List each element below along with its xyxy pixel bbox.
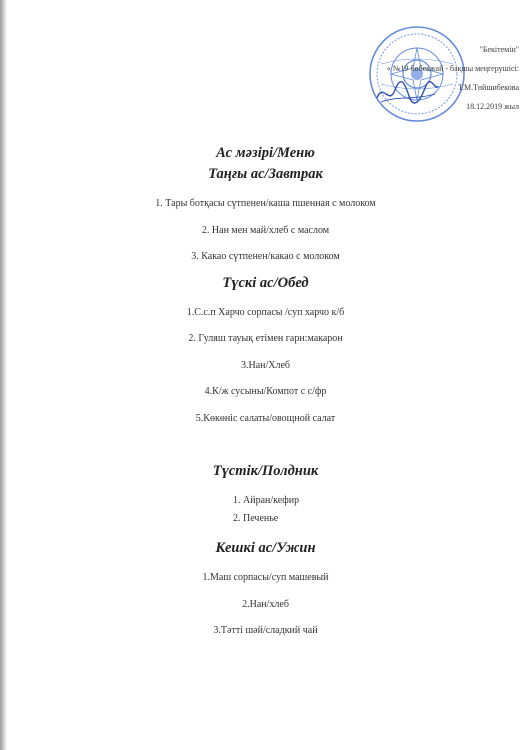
lunch-item: 4.К/ж сусыны/Компот с с/фр [204, 386, 327, 397]
approval-position: « №19 бөбекжай - бақшы меңгерушісі: [386, 64, 519, 73]
lunch-item: 1.С.с.п Харчо сорпасы /суп харчо к/б [186, 307, 345, 318]
snack-heading: Түстік/Полдник [212, 463, 319, 479]
snack-item: 2. Печенье [233, 513, 279, 524]
breakfast-heading: Таңғы ас/Завтрак [208, 166, 323, 182]
breakfast-item: 2. Нан мен май/хлеб с маслом [201, 225, 330, 236]
lunch-item: 2. Гуляш тауық етімен гарн:макарон [188, 333, 343, 344]
scan-edge-shadow [0, 0, 7, 750]
dinner-item: 2.Нан/хлеб [242, 599, 289, 610]
approval-block [319, 40, 519, 116]
dinner-item: 1.Маш сорпасы/суп машевый [202, 572, 329, 583]
dinner-heading: Кешкі ас/Ужин [215, 540, 316, 556]
lunch-item: 5.Көкөніс салаты/овощной салат [195, 413, 336, 424]
dinner-item: 3.Тәтті шәй/сладкий чай [213, 625, 318, 636]
lunch-heading: Түскі ас/Обед [222, 275, 309, 291]
menu-title: Ас мәзірі/Меню [216, 145, 315, 161]
approval-name: Т.М.Төйшибекова [457, 83, 519, 92]
snack-item: 1. Айран/кефир [233, 495, 300, 506]
breakfast-item: 3. Какао сүтпенен/какао с молоком [191, 251, 340, 262]
lunch-item: 3.Нан/Хлеб [240, 360, 291, 371]
breakfast-item: 1. Тары ботқасы сүтпенен/каша пшенная с молоком [155, 198, 376, 209]
approval-heading: "Бекітемін" [479, 45, 519, 54]
approval-date: 18.12.2019 жыл [466, 102, 519, 111]
